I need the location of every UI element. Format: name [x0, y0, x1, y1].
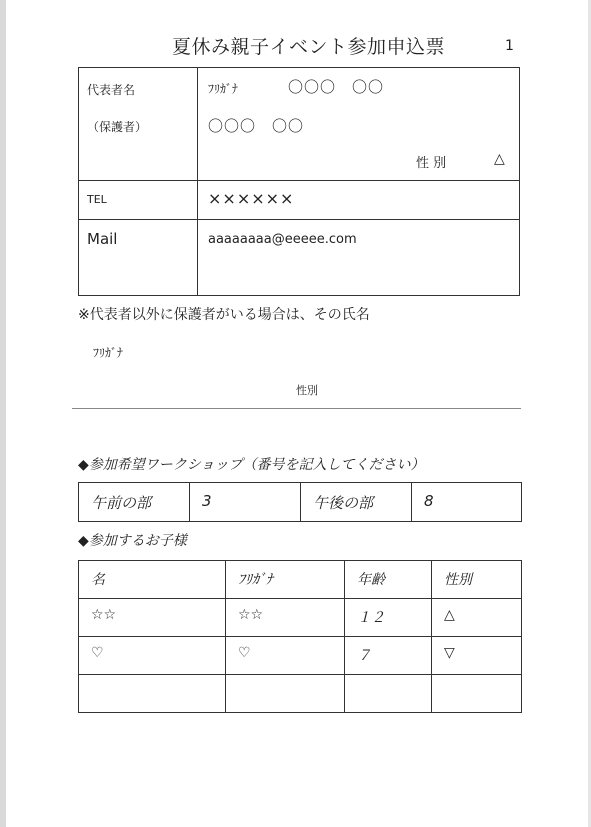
- furigana-label: ﾌﾘｶﾞﾅ: [208, 82, 239, 96]
- guardian-label: （保護者）: [87, 120, 148, 134]
- children-heading: ◆参加するお子様: [78, 533, 187, 549]
- other-guardian-note: ※代表者以外に保護者がいる場合は、その氏名: [78, 307, 370, 323]
- form-title: 夏休み親子イベント参加申込票: [172, 36, 446, 58]
- workshop-heading: ◆参加希望ワークショップ（番号を記入してください）: [78, 457, 425, 473]
- morning-label-cell: [79, 483, 190, 522]
- child-furigana: [226, 675, 344, 683]
- tel-label: TEL: [87, 193, 107, 206]
- header-gender: [432, 561, 522, 599]
- child-gender: ▽: [444, 645, 455, 661]
- child-age-cell[interactable]: [345, 599, 432, 637]
- child-name: ♡: [91, 645, 104, 661]
- header-name: [79, 561, 226, 599]
- header-age: [345, 561, 432, 599]
- child-age: １２: [357, 610, 385, 626]
- tel-label-cell: [79, 181, 198, 220]
- afternoon-label: 午後の部: [313, 494, 374, 512]
- tel-value: ××××××: [208, 189, 295, 208]
- representative-name-label: 代表者名: [87, 83, 136, 97]
- children-table: [78, 560, 522, 713]
- representative-table: [78, 67, 520, 296]
- afternoon-value-cell[interactable]: [412, 483, 522, 522]
- child-gender-cell[interactable]: [432, 599, 522, 637]
- child-furigana-cell[interactable]: [226, 675, 345, 713]
- header-age-text: 年齢: [357, 572, 385, 588]
- child-gender-cell[interactable]: [432, 675, 522, 713]
- child-age-cell[interactable]: [345, 675, 432, 713]
- child-furigana: ☆☆: [238, 607, 264, 623]
- afternoon-value: 8: [424, 492, 434, 510]
- header-furigana-text: ﾌﾘｶﾞﾅ: [238, 572, 273, 588]
- child-furigana: ♡: [238, 645, 251, 661]
- table-row: [79, 599, 522, 637]
- mail-label: Mail: [87, 230, 118, 248]
- header-furigana: [226, 561, 345, 599]
- child-name-cell[interactable]: [79, 675, 226, 713]
- child-name: ☆☆: [91, 607, 117, 623]
- morning-value: 3: [202, 492, 212, 510]
- table-header-row: [79, 561, 522, 599]
- child-name-cell[interactable]: [79, 599, 226, 637]
- child-furigana-cell[interactable]: [226, 637, 345, 675]
- child-age: [345, 675, 431, 683]
- furigana-value: 〇〇〇 〇〇: [288, 78, 385, 96]
- workshop-table: [78, 482, 522, 522]
- child-name-cell[interactable]: [79, 637, 226, 675]
- morning-value-cell[interactable]: [190, 483, 301, 522]
- table-row: [79, 637, 522, 675]
- left-margin-strip: [0, 0, 6, 827]
- guardian-signature-line: [72, 408, 521, 409]
- child-gender: △: [444, 607, 455, 623]
- header-gender-text: 性別: [444, 572, 472, 588]
- child-age-cell[interactable]: [345, 637, 432, 675]
- gender-label: 性 別: [416, 156, 447, 171]
- mail-value-cell[interactable]: [198, 220, 520, 296]
- morning-label: 午前の部: [91, 494, 152, 512]
- child-gender-cell[interactable]: [432, 637, 522, 675]
- afternoon-label-cell: [301, 483, 412, 522]
- mail-label-cell: [79, 220, 198, 296]
- table-row: [79, 675, 522, 713]
- mail-value: aaaaaaaa@eeeee.com: [208, 232, 357, 247]
- tel-value-cell[interactable]: [198, 181, 520, 220]
- child-gender: [432, 675, 521, 683]
- page-number: 1: [505, 38, 514, 54]
- name-label-cell: [79, 68, 198, 181]
- child-furigana-cell[interactable]: [226, 599, 345, 637]
- name-value-cell[interactable]: [198, 68, 520, 181]
- name-value: 〇〇〇 〇〇: [208, 117, 305, 135]
- child-name: [79, 675, 225, 683]
- other-guardian-gender-label: 性別: [296, 384, 318, 397]
- child-age: ７: [357, 648, 371, 664]
- header-name-text: 名: [91, 572, 105, 588]
- other-guardian-furigana-label: ﾌﾘｶﾞﾅ: [93, 346, 124, 360]
- gender-value: △: [494, 151, 505, 167]
